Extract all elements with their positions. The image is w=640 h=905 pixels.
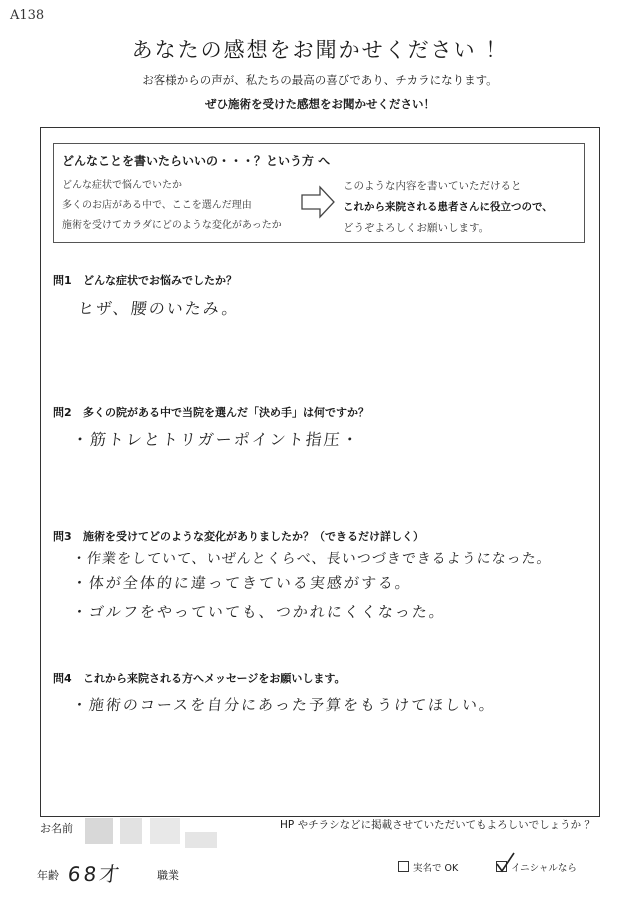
question-text: これから来院される方へメッセージをお願いします。 (83, 672, 346, 685)
guide-example-item: 多くのお店がある中で、ここを選んだ理由 (62, 200, 252, 211)
question-1 (53, 272, 237, 288)
redacted-name (120, 818, 142, 844)
guide-explanation-line: これから来院される患者さんに役立つので、 (343, 201, 553, 213)
answer-handwritten: ヒザ、腰のいたみ。 (76, 299, 241, 318)
guide-example-item: どんな症状で悩んでいたか (62, 180, 182, 191)
answer-handwritten: ・ゴルフをやっていても、つかれにくくなった。 (71, 603, 447, 621)
question-4 (53, 670, 345, 686)
arrow-right-icon (300, 185, 336, 219)
document-id: A138 (10, 8, 45, 23)
question-text: どんな症状でお悩みでしたか？ (83, 274, 237, 287)
age-value-handwritten: 68才 (66, 862, 124, 886)
question-number: 問4 (53, 672, 72, 685)
question-number: 問1 (53, 274, 72, 287)
question-2 (53, 404, 369, 420)
option-label: 実名で OK (413, 863, 459, 874)
redacted-name (185, 832, 217, 848)
checkbox-real-name[interactable] (398, 861, 409, 872)
guide-example-item: 施術を受けてカラダにどのような変化があったか (62, 220, 282, 231)
occupation-label: 職業 (157, 869, 179, 882)
publish-permission-question: HP やチラシなどに掲載させていただいてもよろしいでしょうか ？ (280, 819, 595, 831)
guide-heading: どんなことを書いたらいいの・・・？という方 へ (62, 154, 331, 168)
guide-examples (62, 176, 282, 236)
name-label: お名前 (40, 822, 73, 835)
subtitle-request: ぜひ施術を受けた感想をお聞かせください！ (205, 97, 435, 111)
page-title: あなたの感想をお聞かせください ！ (131, 38, 509, 62)
question-number: 問2 (53, 406, 72, 419)
subtitle: お客様からの声が、私たちの最高の喜びであり、チカラになります。 (142, 73, 498, 87)
option-initial[interactable] (496, 860, 577, 874)
question-text: 多くの院がある中で当院を選んだ「決め手」は何ですか？ (83, 406, 369, 419)
question-text: 施術を受けてどのような変化がありましたか？（できるだけ詳しく） (83, 530, 424, 543)
redacted-name (150, 818, 180, 844)
question-number: 問3 (53, 530, 72, 543)
option-label: イニシャルなら (511, 863, 577, 874)
guide-explanation (343, 176, 553, 239)
option-real-name[interactable] (398, 860, 458, 874)
redacted-name (85, 818, 113, 844)
answer-handwritten: ・作業をしていて、いぜんとくらべ、長いつづきできるようになった。 (71, 551, 553, 567)
checkmark-icon (494, 852, 516, 874)
guide-explanation-line: どうぞよろしくお願いします。 (343, 222, 490, 234)
age-label: 年齢 (37, 869, 59, 882)
answer-handwritten: ・筋トレとトリガーポイント指圧・ (70, 430, 361, 449)
guide-explanation-line: このような内容を書いていただけると (343, 180, 522, 192)
answer-handwritten: ・体が全体的に違ってきている実感がする。 (71, 574, 413, 592)
answer-handwritten: ・施術のコースを自分にあった予算をもうけてほしい。 (71, 696, 498, 714)
question-3 (53, 528, 424, 544)
